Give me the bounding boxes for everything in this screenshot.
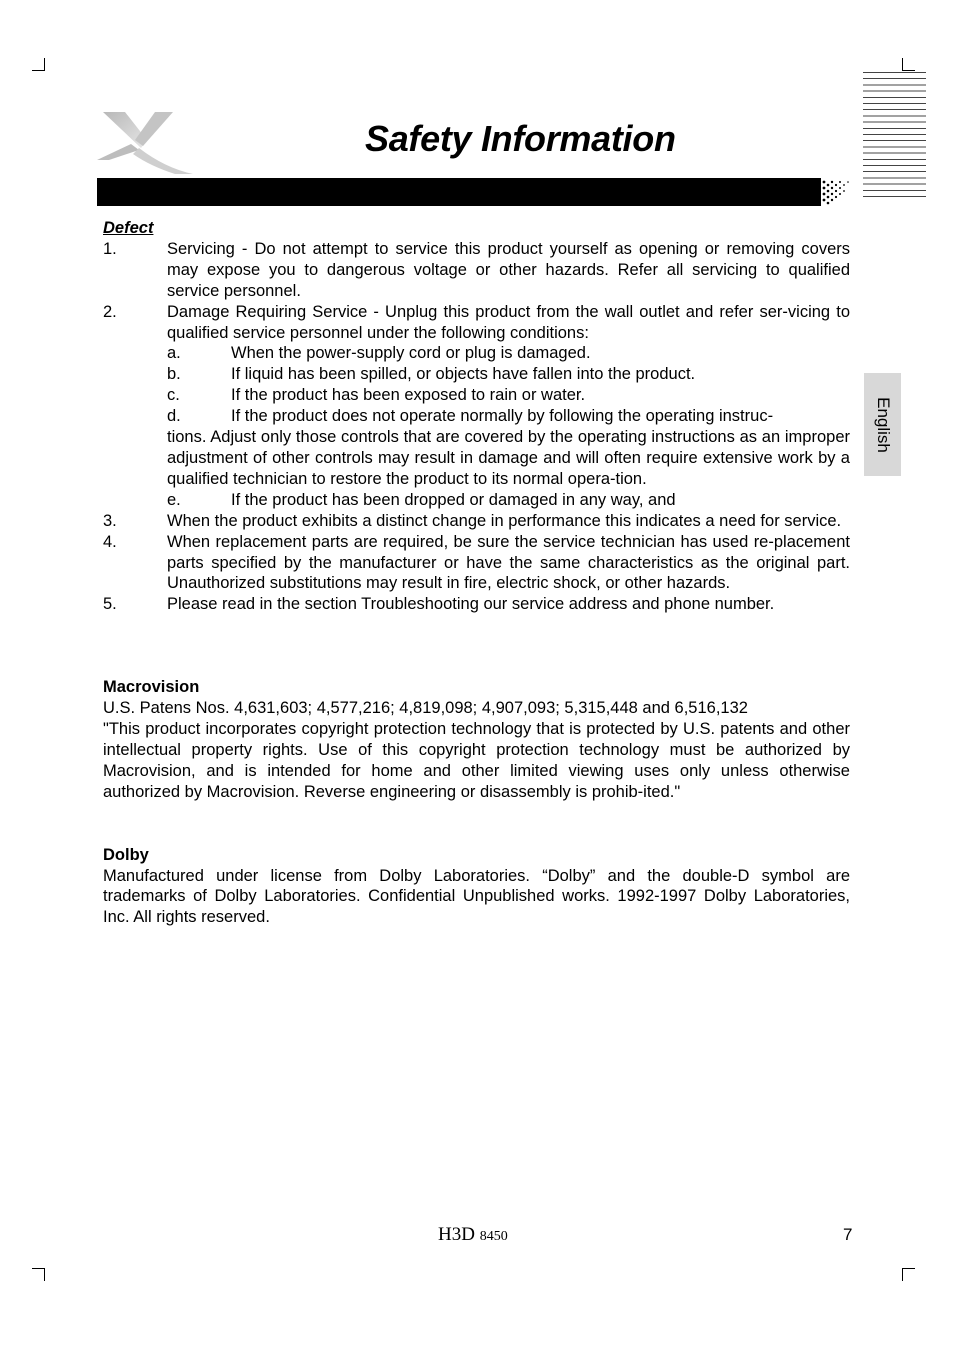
page-number: 7: [843, 1225, 853, 1244]
header-stripes-decoration: [863, 72, 926, 200]
footer-model-number: 8450: [479, 1229, 508, 1244]
condition-letter: c.: [167, 386, 180, 405]
crop-mark-top-left: [32, 58, 45, 71]
header-bar-dots-decoration: [818, 178, 852, 206]
condition-text: When the power-supply cord or plug is damaged.: [231, 344, 591, 363]
dolby-heading: Dolby: [103, 845, 149, 864]
condition-letter: a.: [167, 344, 181, 363]
list-item-text: Servicing - Do not attempt to service this product yourself as opening or removing covers may expose you to dangerous voltage or other hazards. Refer all servicing to qualified service personnel.: [167, 239, 850, 300]
macrovision-text: "This product incorporates copyright protection technology that is protected by U.S. patents and other intellectual property rights. Use of this copyright protection technology must be authorized by Macrovision, and is intended for home and other limited viewing uses only unless otherwise authorized by Macrovision. Reverse engineering or disassembly is prohib-ited.": [103, 720, 850, 801]
defect-heading: Defect: [103, 219, 154, 237]
list-item-text: Damage Requiring Service - Unplug this product from the wall outlet and refer ser-vicing to qualified service personnel under the following conditions:: [167, 302, 850, 342]
crop-mark-top-right: [902, 58, 915, 71]
dolby-text: Manufactured under license from Dolby Laboratories. “Dolby” and the double-D symbol are trademarks of Dolby Laboratories. Confidential Unpublished works. 1992-1997 Dolby Laboratories, Inc. All rights reserved.: [103, 866, 850, 927]
list-item-text: When replacement parts are required, be sure the service technician has used re-placement parts specified by the manufacturer or have the same characteristics as the original part. Unauthorized substitutions may result in fire, electric shock, or other hazards.: [167, 532, 850, 593]
condition-text: If the product does not operate normally by following the operating instruc-: [231, 407, 774, 426]
list-item-number: 4.: [103, 532, 117, 551]
condition-item: [167, 385, 850, 406]
main-content: [103, 218, 850, 928]
brand-logo-icon: [95, 110, 195, 176]
list-item-number: 2.: [103, 302, 117, 321]
crop-mark-bottom-right: [902, 1268, 915, 1281]
crop-mark-bottom-left: [32, 1268, 45, 1281]
list-item: [103, 532, 850, 595]
list-item-number: 3.: [103, 511, 117, 530]
condition-letter: b.: [167, 365, 181, 384]
page-title: Safety Information: [365, 118, 676, 159]
list-item-number: 1.: [103, 239, 117, 258]
condition-letter: d.: [167, 407, 181, 426]
list-item: [103, 511, 850, 532]
language-tab: [864, 373, 901, 476]
list-item: [103, 239, 850, 302]
macrovision-heading: Macrovision: [103, 678, 200, 697]
footer-model-name: [438, 1224, 508, 1246]
header-bar: [97, 178, 821, 206]
list-item-text: Please read in the section Troubleshooting our service address and phone number.: [167, 595, 775, 614]
condition-text: If the product has been dropped or damaged in any way, and: [231, 490, 676, 509]
condition-d-continuation: tions. Adjust only those controls that are covered by the operating instructions as an improper adjustment of other controls may result in damage and will often require extensive work by a qualified technician to restore the product to its normal opera-tion.: [167, 428, 850, 488]
condition-letter: e.: [167, 490, 181, 509]
condition-item: [167, 343, 850, 364]
condition-item: [167, 364, 850, 385]
condition-text: If the product has been exposed to rain or water.: [231, 386, 586, 405]
condition-item: [167, 490, 850, 511]
language-tab-label: English: [873, 396, 893, 453]
condition-text: If liquid has been spilled, or objects have fallen into the product.: [231, 365, 696, 384]
list-item: [103, 302, 850, 344]
footer-model-prefix: H3D: [438, 1224, 475, 1245]
list-item-number: 5.: [103, 595, 117, 614]
condition-item: [167, 406, 850, 427]
macrovision-patents: U.S. Patens Nos. 4,631,603; 4,577,216; 4,819,098; 4,907,093; 5,315,448 and 6,516,132: [103, 699, 748, 718]
list-item-text: When the product exhibits a distinct change in performance this indicates a need for service.: [167, 511, 842, 530]
list-item: [103, 594, 850, 615]
